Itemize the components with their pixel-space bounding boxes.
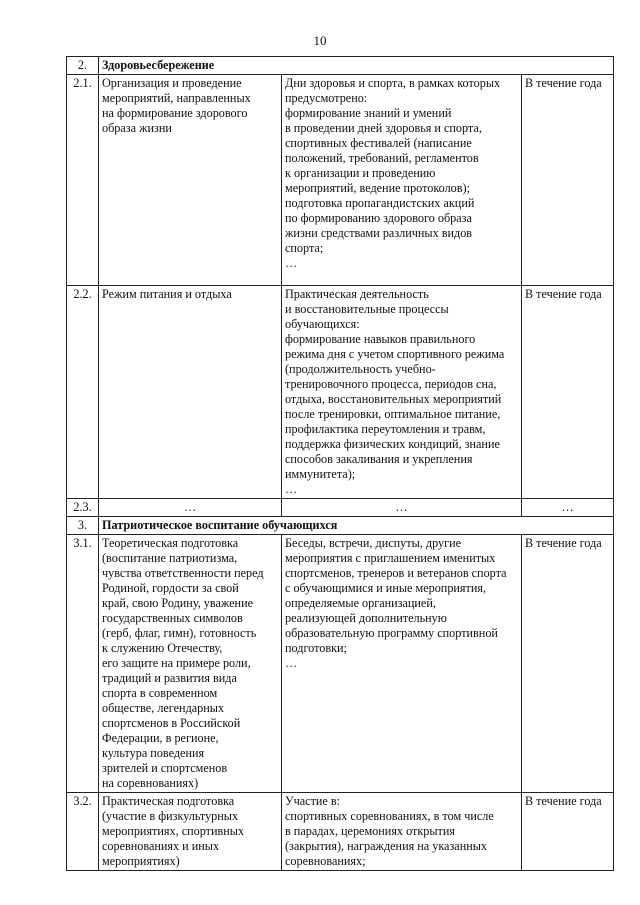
text-line: образа жизни [102,121,172,135]
text-line: край, свою Родину, уважение [102,596,254,610]
row-number: 3.1. [67,535,99,793]
text-line: образовательную программу спортивной [285,626,498,640]
text-line: соревнованиях; [285,854,366,868]
row-number: 2.3. [67,499,99,517]
text-line: в парадах, церемониях открытия [285,824,455,838]
text-line: отдыха, восстановительных мероприятий [285,392,502,406]
deadline-cell: В течение года [522,286,614,499]
text-line: чувства ответственности перед [102,566,264,580]
event-content-cell [282,535,522,793]
text-line: (участие в физкультурных [102,809,239,823]
text-line: (воспитание патриотизма, [102,551,238,565]
text-line: после тренировки, оптимальное питание, [285,407,501,421]
deadline-cell: … [522,499,614,517]
text-line: Практическая подготовка [102,794,235,808]
page-number: 10 [313,33,327,48]
table-row [67,286,614,499]
text-line: зрителей и спортсменов [102,761,228,775]
section-row-health [67,57,614,75]
text-line: мероприятий, направленных [102,91,251,105]
event-name-cell: … [99,499,282,517]
text-line: традиций и развития вида [102,671,237,685]
text-line: подготовка пропагандистских акций [285,196,475,210]
text-line: формирование навыков правильного [285,332,476,346]
activity-plan-table [66,56,614,871]
row-number: 2.1. [67,75,99,286]
deadline-cell: В течение года [522,75,614,286]
text-line: на соревнованиях) [102,776,199,790]
table-row [67,75,614,286]
text-line: в проведении дней здоровья и спорта, [285,121,482,135]
text-line: Организация и проведение [102,76,242,90]
text-line: тренировочного процесса, периодов сна, [285,377,497,391]
text-line: спортсменов, тренеров и ветеранов спорта [285,566,507,580]
text-line: предусмотрено: [285,91,368,105]
section-number: 2. [67,57,99,75]
text-line: к организации и проведению [285,166,436,180]
deadline-cell: В течение года [522,535,614,793]
row-number: 3.2. [67,793,99,871]
text-line: поддержка физических кондиций, знание [285,437,500,451]
text-line: способов закаливания и укрепления [285,452,473,466]
text-line: Беседы, встречи, диспуты, другие [285,536,462,550]
text-line: и восстановительные процессы [285,302,449,316]
deadline-cell: В течение года [522,793,614,871]
text-line: Родиной, гордости за свой [102,581,239,595]
section-number: 3. [67,517,99,535]
text-line: на формирование здорового [102,106,248,120]
text-line: положений, требований, регламентов [285,151,479,165]
event-content-cell [282,75,522,286]
text-line: Участие в: [285,794,341,808]
text-line: Режим питания и отдыха [102,287,232,301]
text-line: его защите на примере роли, [102,656,251,670]
table-row [67,793,614,871]
text-line: (закрытия), награждения на указанных [285,839,488,853]
row-number: 2.2. [67,286,99,499]
text-line: спорта в современном [102,686,218,700]
text-line: (продолжительность учебно- [285,362,436,376]
event-name-cell [99,286,282,499]
section-title: Патриотическое воспитание обучающихся [99,517,614,535]
event-name-cell [99,535,282,793]
text-line: обществе, легендарных [102,701,225,715]
text-line: … [285,482,298,496]
text-line: с обучающимися и иные мероприятия, [285,581,487,595]
text-line: мероприятиях) [102,854,180,868]
text-line: профилактика переутомления и травм, [285,422,486,436]
text-line: спортивных фестивалей (написание [285,136,472,150]
event-content-cell: … [282,499,522,517]
text-line: Практическая деятельность [285,287,429,301]
text-line: формирование знаний и умений [285,106,452,120]
text-line: Федерации, в регионе, [102,731,219,745]
text-line: реализующей дополнительную [285,611,447,625]
table-row [67,499,614,517]
text-line: по формированию здорового образа [285,211,472,225]
text-line: подготовки; [285,641,347,655]
text-line: спортивных соревнованиях, в том числе [285,809,494,823]
text-line: иммунитета); [285,467,356,481]
event-content-cell [282,286,522,499]
text-line: жизни средствами различных видов [285,226,473,240]
text-line: (герб, флаг, гимн), готовность [102,626,257,640]
text-line: Дни здоровья и спорта, в рамках которых [285,76,501,90]
text-line: обучающихся: [285,317,360,331]
text-line: мероприятиях, спортивных [102,824,245,838]
text-line: мероприятия с приглашением именитых [285,551,496,565]
section-row-patriotic [67,517,614,535]
text-line: режима дня с учетом спортивного режима [285,347,505,361]
text-line: … [285,656,298,670]
text-line: мероприятий, ведение протоколов); [285,181,470,195]
text-line: соревнованиях и иных [102,839,220,853]
table-row [67,535,614,793]
text-line: к служению Отечеству, [102,641,223,655]
event-name-cell [99,75,282,286]
text-line: культура поведения [102,746,205,760]
text-line: определяемые организацией, [285,596,436,610]
event-name-cell [99,793,282,871]
text-line: Теоретическая подготовка [102,536,239,550]
text-line: государственных символов [102,611,243,625]
section-title: Здоровьесбережение [99,57,614,75]
text-line: спорта; [285,241,324,255]
text-line: … [285,256,298,270]
event-content-cell [282,793,522,871]
text-line: спортсменов в Российской [102,716,241,730]
